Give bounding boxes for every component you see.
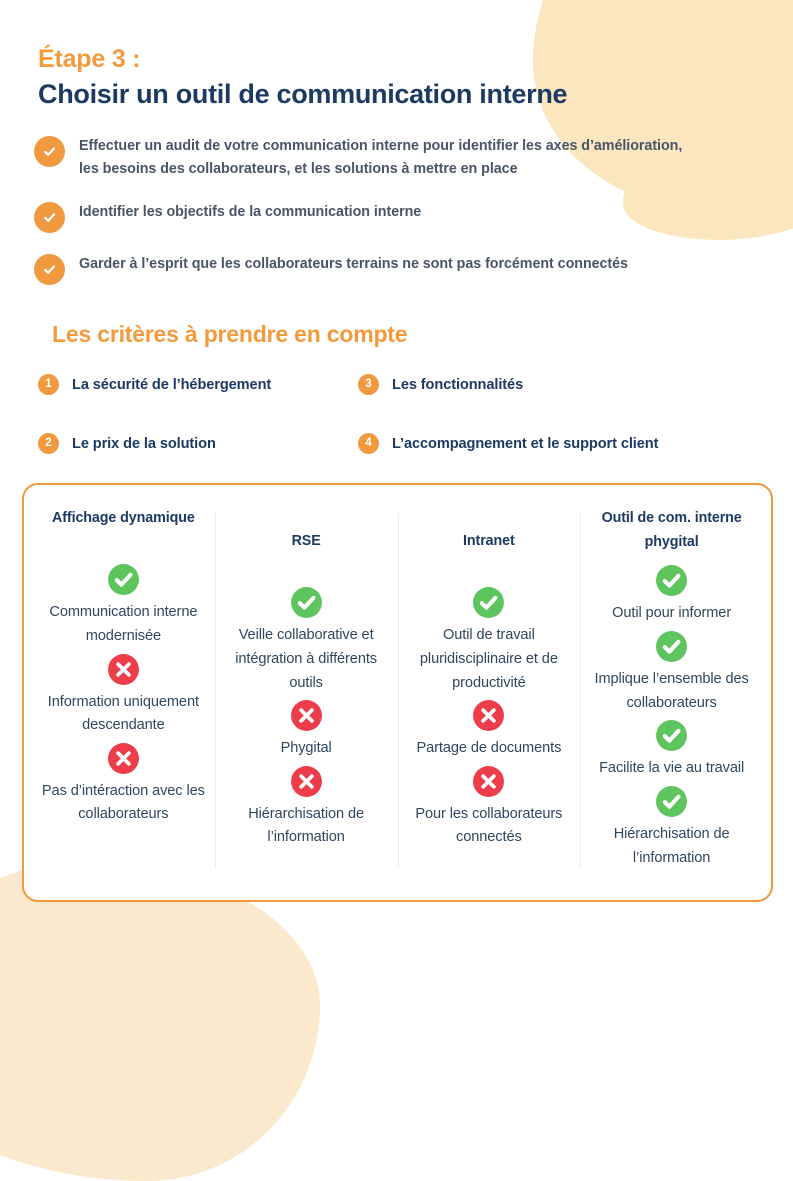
cross-circle-red-icon [406,765,573,798]
comparison-column-title: Intranet [463,533,515,550]
comparison-column [398,507,581,874]
comparison-entry [406,586,573,695]
comparison-entry [588,630,755,715]
criteria-item-4 [358,433,773,454]
comparison-entry-label: Hiérarchisation de l’information [248,805,365,846]
criteria-item-1 [38,374,358,395]
criteria-item-label: L’accompagnement et le support client [392,435,659,452]
checklist-item-label: Effectuer un audit de votre communication interne pour identifier les axes d’amélioration, les besoins des collaborateurs, et les solutions à mettre en place [79,137,683,178]
checklist [0,135,793,285]
comparison-entry-label: Outil pour informer [612,605,732,622]
criteria-item-2 [38,433,358,454]
comparison-column [215,507,398,874]
check-circle-green-icon [588,630,755,663]
comparison-entry [40,742,207,827]
check-circle-green-icon [588,785,755,818]
check-circle-green-icon [223,586,390,619]
decorative-blob-bottom-left [0,861,320,1181]
comparison-entry-label: Facilite la vie au travail [599,760,745,777]
check-circle-green-icon [588,564,755,597]
cross-circle-red-icon [223,765,390,798]
check-circle-icon [34,254,65,285]
comparison-entry-label: Implique l’ensemble des collaborateurs [594,671,749,711]
comparison-entry [40,563,207,648]
comparison-column-title: Outil de com. interne phygital [601,510,742,550]
step-label: Étape 3 : [38,45,141,73]
check-circle-icon [34,202,65,233]
check-circle-icon [34,136,65,167]
criteria-item-3 [358,374,773,395]
criteria-heading: Les critères à prendre en compte [52,321,408,348]
comparison-entry [406,699,573,761]
checklist-item [34,135,733,181]
comparison-column [580,507,763,874]
criteria-number-badge: 2 [38,433,59,454]
comparison-entry [223,586,390,695]
comparison-entry-label: Pas d’intéraction avec les collaborateurs [41,782,205,823]
comparison-entry-label: Communication interne modernisée [49,604,198,644]
criteria-grid [0,374,793,454]
cross-circle-red-icon [40,653,207,686]
comparison-entry [588,785,755,870]
check-circle-green-icon [588,719,755,752]
check-circle-green-icon [40,563,207,596]
comparison-entry [223,765,390,850]
checklist-item-label: Identifier les objectifs de la communication interne [79,204,422,221]
comparison-entry [40,653,207,738]
criteria-number-badge: 4 [358,433,379,454]
criteria-item-label: La sécurité de l’hébergement [72,376,272,393]
criteria-number-badge: 3 [358,374,379,395]
criteria-number-badge: 1 [38,374,59,395]
comparison-entry-label: Partage de documents [416,740,562,757]
cross-circle-red-icon [223,699,390,732]
comparison-entry [588,719,755,781]
criteria-item-label: Le prix de la solution [72,435,216,452]
page-title: Choisir un outil de communication interne [38,79,568,109]
comparison-entry-label: Phygital [280,740,332,757]
comparison-column-title: Affichage dynamique [52,510,195,527]
comparison-entry-label: Veille collaborative et intégration à différents outils [235,627,377,691]
comparison-entry-label: Information uniquement descendante [47,693,199,734]
checklist-item [34,253,733,285]
page-header [0,0,793,111]
cross-circle-red-icon [40,742,207,775]
cross-circle-red-icon [406,699,573,732]
comparison-column [32,507,215,874]
comparison-table-card [22,483,773,902]
checklist-item [34,201,733,233]
check-circle-green-icon [406,586,573,619]
comparison-entry-label: Outil de travail pluridisciplinaire et de productivité [419,627,558,691]
comparison-entry [223,699,390,761]
comparison-column-title: RSE [291,533,321,550]
comparison-entry-label: Hiérarchisation de l’information [613,825,730,866]
comparison-entry [588,564,755,626]
comparison-entry [406,765,573,850]
criteria-item-label: Les fonctionnalités [392,376,524,393]
comparison-entry-label: Pour les collaborateurs connectés [415,805,563,846]
checklist-item-label: Garder à l’esprit que les collaborateurs terrains ne sont pas forcément connectés [79,256,628,273]
